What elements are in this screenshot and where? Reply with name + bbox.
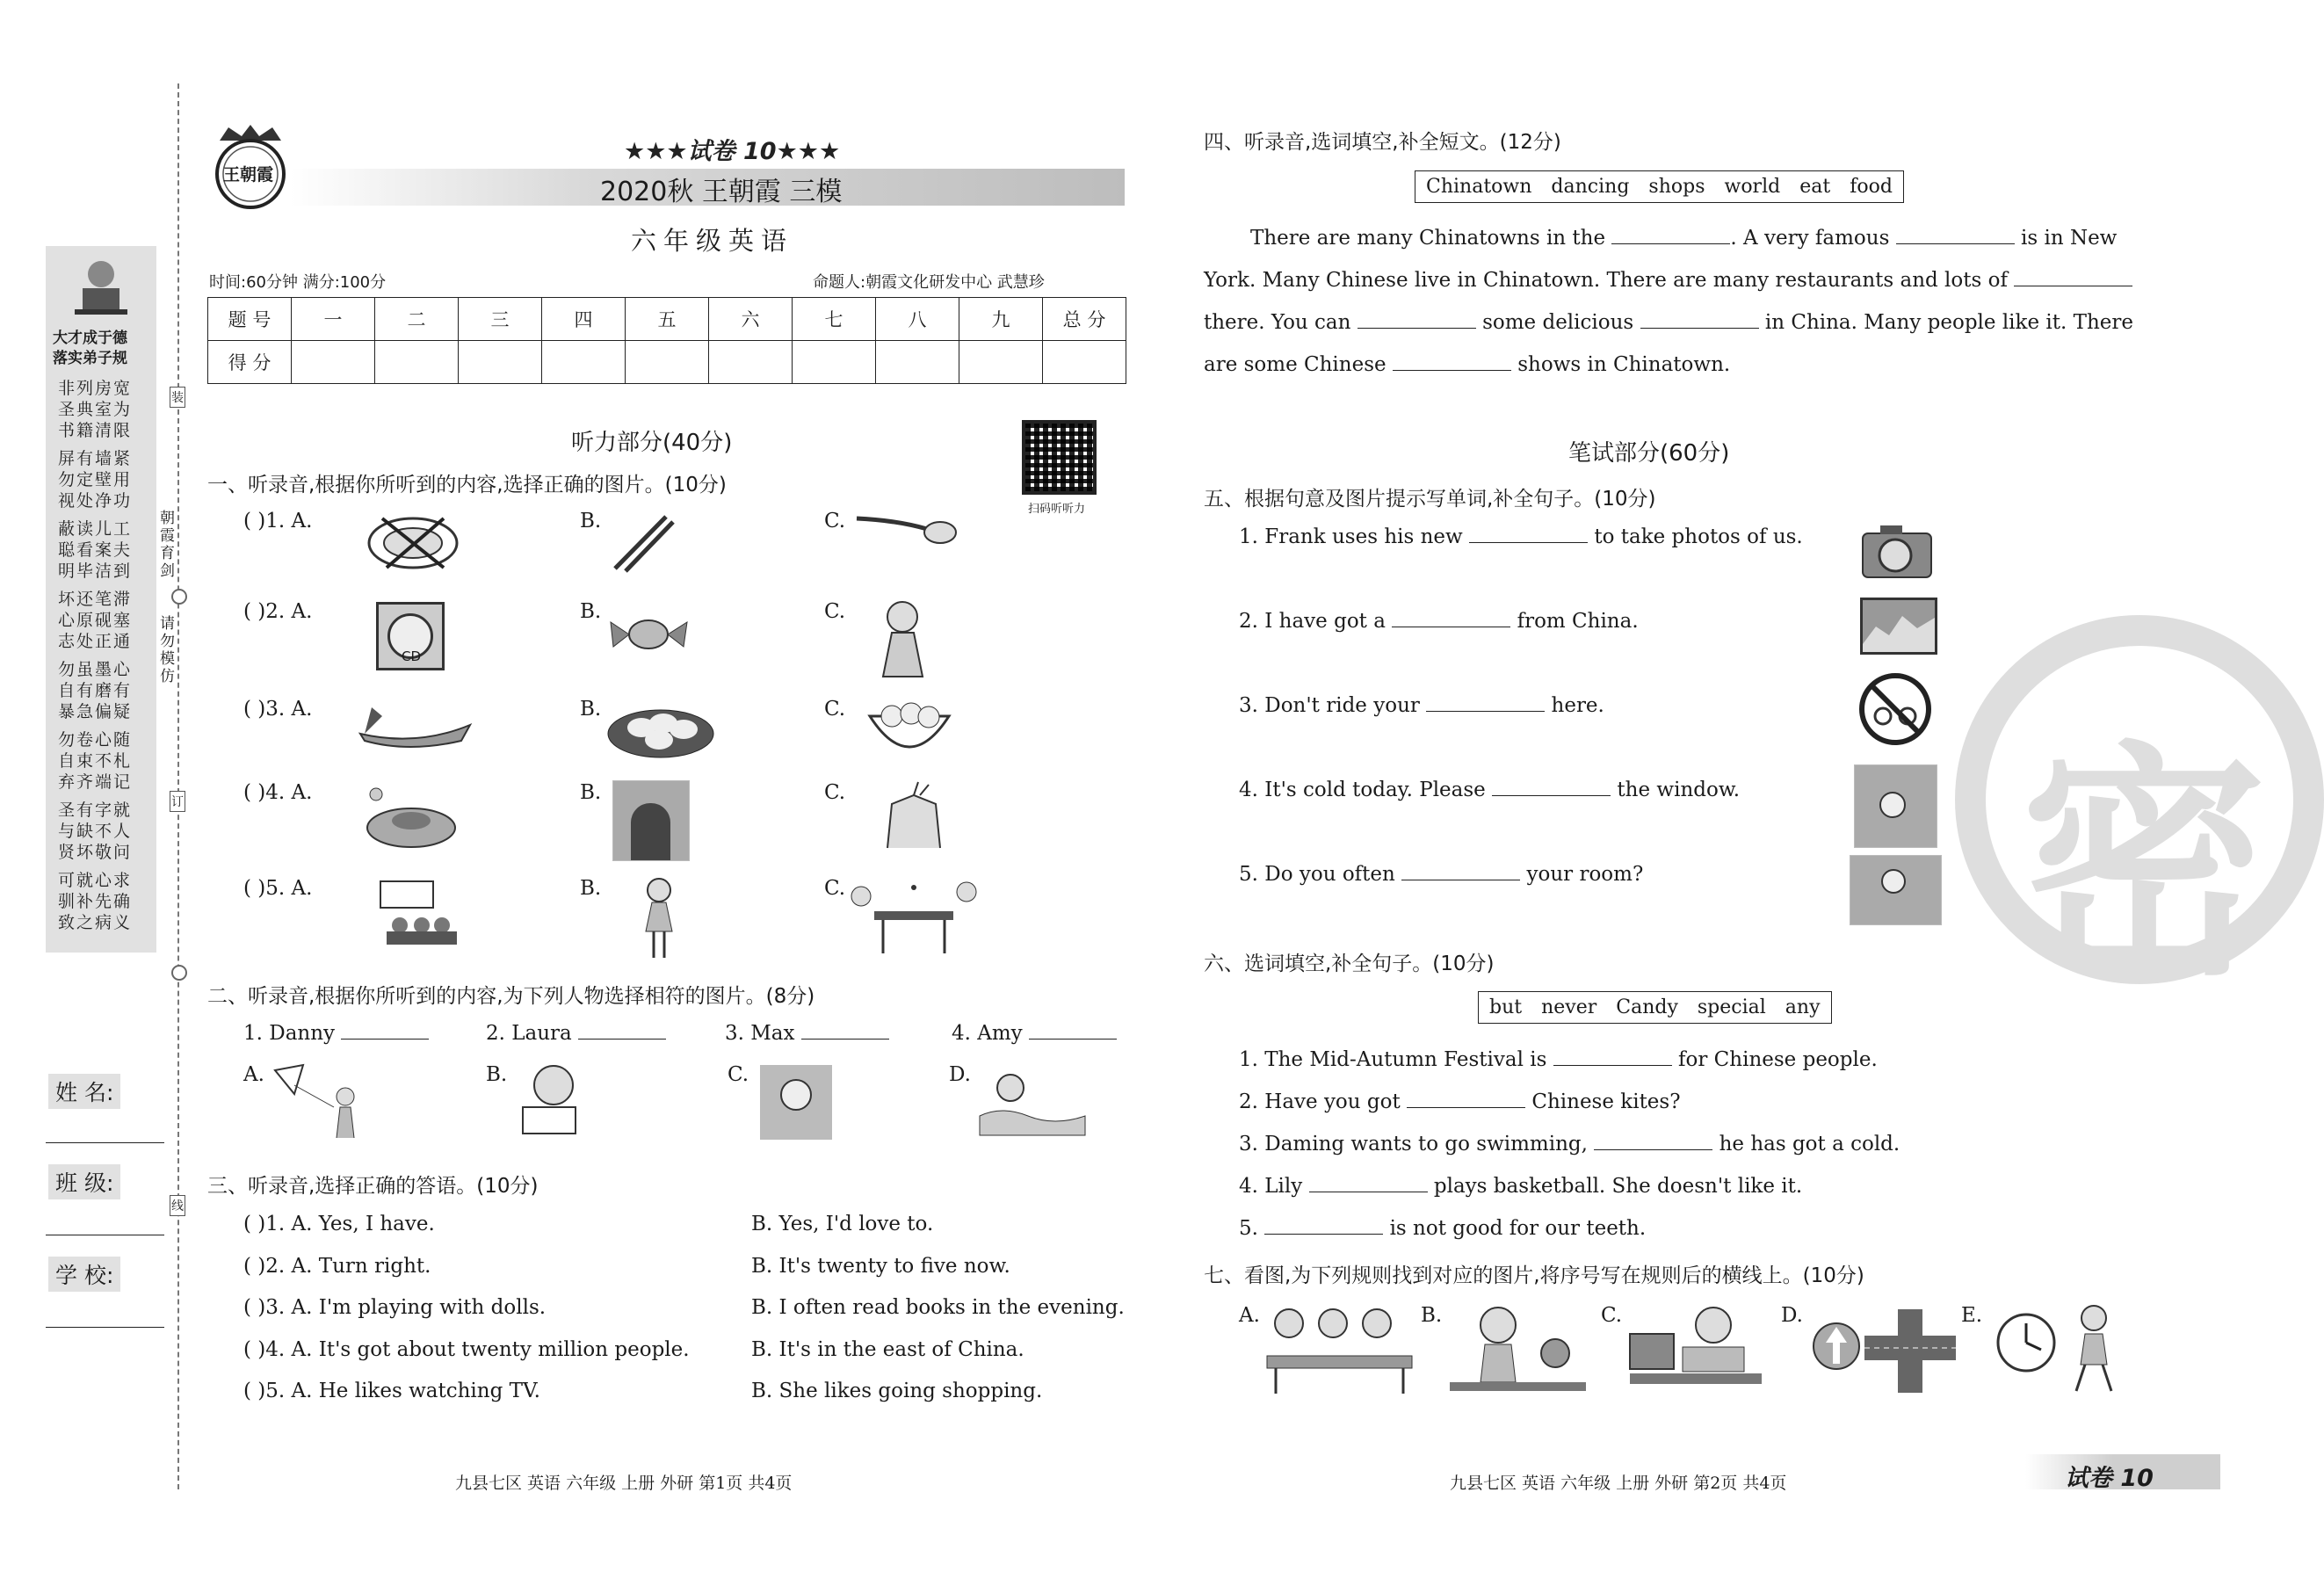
- blank[interactable]: [1393, 353, 1511, 371]
- left-strip: [46, 246, 156, 953]
- class-label: 班 级:: [48, 1164, 120, 1199]
- reading-boy-icon[interactable]: [510, 1059, 593, 1142]
- option-d: D.: [949, 1063, 971, 1086]
- binding-line: [177, 83, 179, 1489]
- tangyuan-bowl-icon[interactable]: [865, 694, 953, 760]
- cd-label: CD: [402, 648, 422, 664]
- sec2-title: 二、听录音,根据你所听到的内容,为下列人物选择相符的图片。(8分): [207, 985, 815, 1008]
- watermark-char: 密: [2021, 722, 2267, 1009]
- mooncake-icon[interactable]: [360, 782, 457, 852]
- table-tennis-icon[interactable]: [848, 874, 980, 958]
- tab-xian: 线: [170, 1195, 185, 1216]
- sec4-line-1: There are many Chinatowns in the . A very famous is in New: [1250, 227, 2118, 250]
- blank[interactable]: [1401, 863, 1520, 880]
- footer-page2: 九县七区 英语 六年级 上册 外研 第2页 共4页: [1450, 1474, 1787, 1493]
- tab-ding: 订: [170, 791, 185, 812]
- option-d: D.: [1781, 1304, 1803, 1327]
- blank[interactable]: [1553, 1048, 1672, 1066]
- sec1-q3[interactable]: ( )3. A.: [243, 698, 313, 721]
- sec5-q3: 3. Don't ride your here.: [1239, 694, 1604, 717]
- option-c: C.: [824, 781, 846, 804]
- author-info: 命题人:朝霞文化研发中心 武慧珍: [813, 273, 1045, 292]
- word: never: [1541, 996, 1597, 1018]
- footer-page1: 九县七区 英语 六年级 上册 外研 第1页 共4页: [455, 1474, 793, 1493]
- score-cell[interactable]: [793, 341, 876, 384]
- option-e: E.: [1961, 1304, 1983, 1327]
- sec3-q3-a[interactable]: ( )3. A. I'm playing with dolls.: [243, 1296, 547, 1319]
- word: special: [1697, 996, 1766, 1018]
- school-line[interactable]: [46, 1327, 164, 1328]
- exam-title: 2020秋 王朝霞 三模: [600, 177, 843, 207]
- word: world: [1724, 176, 1781, 198]
- score-cell[interactable]: [876, 341, 959, 384]
- sec6-q5: 5. is not good for our teeth.: [1239, 1217, 1647, 1240]
- vertical-note-1: 朝霞育剑: [160, 510, 175, 580]
- blank[interactable]: [1426, 694, 1545, 712]
- score-cell[interactable]: [1043, 341, 1126, 384]
- blank[interactable]: [1594, 1133, 1712, 1150]
- word: any: [1785, 996, 1821, 1018]
- score-header: 四: [542, 298, 626, 341]
- blank[interactable]: [1264, 1217, 1383, 1235]
- clock-running-boy-icon[interactable]: [1993, 1299, 2125, 1395]
- sec4-line-2: York. Many Chinese live in Chinatown. There are many restaurants and lots of: [1204, 269, 2132, 292]
- blank[interactable]: [1640, 311, 1759, 329]
- score-header: 九: [959, 298, 1043, 341]
- chopsticks-icon[interactable]: [606, 511, 677, 573]
- cd-icon[interactable]: [376, 602, 445, 670]
- qr-caption: 扫码听听力: [1028, 503, 1086, 516]
- score-header: 总 分: [1043, 298, 1126, 341]
- score-header: 一: [292, 298, 375, 341]
- close-window-icon[interactable]: [1854, 764, 1937, 848]
- sec3-q5-a[interactable]: ( )5. A. He likes watching TV.: [243, 1380, 540, 1402]
- score-row-label: 得 分: [208, 341, 292, 384]
- score-header: 七: [793, 298, 876, 341]
- option-c: C.: [1601, 1304, 1623, 1327]
- motto-2: 落实弟子规: [53, 350, 127, 367]
- time-info: 时间:60分钟 满分:100分: [209, 273, 387, 292]
- girl-icon[interactable]: [633, 874, 685, 962]
- office-desk-icon[interactable]: [1625, 1299, 1766, 1395]
- sec5-q5: 5. Do you often your room?: [1239, 863, 1644, 886]
- name-line[interactable]: [46, 1142, 164, 1143]
- qr-code-icon[interactable]: [1022, 420, 1097, 495]
- word: Chinatown: [1426, 176, 1532, 198]
- poem-block: 非列房宽 圣典室为 书籍清限 屏有墙紧 勿定壁用 视处净功 蔽读儿工 聪看案夫 明毕洁到 坏还笔滞 心原砚塞 志处正通 勿虽墨心 自有磨有 暴急偏疑 勿卷心随 自束不札 弃齐端记 圣有字就 与缺不人 贤坏敬问 可就心求 驯补先确 致之病义: [58, 379, 133, 932]
- sec7-title: 七、看图,为下列规则找到对应的图片,将序号写在规则后的横线上。(10分): [1204, 1264, 1864, 1287]
- word: Candy: [1616, 996, 1678, 1018]
- logo-text: 王朝霞: [223, 165, 274, 185]
- blank[interactable]: [1392, 610, 1510, 627]
- listening-title: 听力部分(40分): [571, 430, 733, 456]
- boy-with-globe-icon[interactable]: [1445, 1299, 1590, 1395]
- traffic-arrow-icon[interactable]: [1812, 1309, 1957, 1393]
- hole-icon: [171, 589, 187, 605]
- tab-zhuang: 装: [170, 387, 185, 408]
- cave-icon[interactable]: [612, 780, 690, 861]
- sec1-q2[interactable]: ( )2. A.: [243, 600, 313, 623]
- option-c: C.: [824, 698, 846, 721]
- score-cell[interactable]: [459, 341, 542, 384]
- person-1[interactable]: 1. Danny: [243, 1022, 429, 1045]
- sec3-q2-b: B. It's twenty to five now.: [751, 1255, 1010, 1278]
- blank[interactable]: [1357, 311, 1476, 329]
- option-c: C.: [728, 1063, 749, 1086]
- footer-tag: 试卷 10: [2065, 1465, 2154, 1492]
- option-b: B.: [580, 600, 602, 623]
- option-b: B.: [580, 510, 602, 532]
- sec3-q2-a[interactable]: ( )2. A. Turn right.: [243, 1255, 431, 1278]
- option-b: B.: [1421, 1304, 1443, 1327]
- blank[interactable]: [1492, 779, 1611, 796]
- score-header: 二: [375, 298, 459, 341]
- no-bike-sign-icon[interactable]: [1858, 672, 1933, 747]
- sec5-q2: 2. I have got a from China.: [1239, 610, 1639, 633]
- dumplings-icon[interactable]: [606, 694, 716, 760]
- score-cell[interactable]: [709, 341, 793, 384]
- option-a: A.: [243, 1063, 264, 1086]
- person-4[interactable]: 4. Amy: [952, 1022, 1117, 1045]
- sec1-q1[interactable]: ( )1. A.: [243, 510, 313, 532]
- word: food: [1850, 176, 1893, 198]
- sec1-q5[interactable]: ( )5. A.: [243, 877, 313, 900]
- sec3-q3-b: B. I often read books in the evening.: [751, 1296, 1125, 1319]
- sec3-q5-b: B. She likes going shopping.: [751, 1380, 1043, 1402]
- blank[interactable]: [1309, 1175, 1428, 1192]
- sec6-word-box: [1478, 991, 1832, 1024]
- sec6-q3: 3. Daming wants to go swimming, he has got a cold.: [1239, 1133, 1900, 1155]
- watermark-stamp: [1955, 615, 2324, 1009]
- sec3-q1-b: B. Yes, I'd love to.: [751, 1213, 934, 1235]
- score-header: 五: [626, 298, 709, 341]
- sec6-q4: 4. Lily plays basketball. She doesn't like it.: [1239, 1175, 1803, 1198]
- person-2[interactable]: 2. Laura: [486, 1022, 666, 1045]
- score-header: 六: [709, 298, 793, 341]
- doll-icon[interactable]: [870, 598, 936, 681]
- sec3-q4-b: B. It's in the east of China.: [751, 1338, 1024, 1361]
- classroom-icon[interactable]: [373, 877, 461, 947]
- option-b: B.: [580, 781, 602, 804]
- score-cell[interactable]: [292, 341, 375, 384]
- school-label: 学 校:: [48, 1257, 120, 1292]
- sec5-q4: 4. It's cold today. Please the window.: [1239, 779, 1741, 801]
- score-cell[interactable]: [626, 341, 709, 384]
- plate-fork-knife-icon[interactable]: [365, 511, 461, 573]
- sec6-title: 六、选词填空,补全句子。(10分): [1204, 953, 1495, 975]
- blank[interactable]: [1469, 525, 1588, 543]
- blank[interactable]: [1896, 227, 2015, 244]
- subject-title: 六年级英语: [631, 226, 794, 256]
- sec6-q2: 2. Have you got Chinese kites?: [1239, 1090, 1681, 1113]
- word: dancing: [1551, 176, 1630, 198]
- sec4-line-3: there. You can some delicious in China. Many people like it. There: [1204, 311, 2133, 334]
- score-table: [207, 297, 1126, 384]
- word: but: [1489, 996, 1523, 1018]
- candy-icon[interactable]: [606, 598, 690, 668]
- window-girl-icon[interactable]: [760, 1065, 832, 1140]
- sec4-word-box: [1415, 170, 1904, 203]
- option-c: C.: [824, 877, 846, 900]
- score-cell[interactable]: [375, 341, 459, 384]
- sec5-q1: 1. Frank uses his new to take photos of us.: [1239, 525, 1803, 548]
- blank[interactable]: [1407, 1090, 1525, 1108]
- person-3[interactable]: 3. Max: [725, 1022, 889, 1045]
- score-header: 题 号: [208, 298, 292, 341]
- spoon-icon[interactable]: [852, 510, 958, 554]
- sec1-title: 一、听录音,根据你所听到的内容,选择正确的图片。(10分): [207, 474, 727, 496]
- hole-icon: [171, 965, 187, 981]
- writing-title: 笔试部分(60分): [1568, 440, 1730, 467]
- option-c: C.: [824, 510, 846, 532]
- sec1-q4[interactable]: ( )4. A.: [243, 781, 313, 804]
- blank[interactable]: [2014, 269, 2132, 286]
- stamp-great-wall-icon[interactable]: [1860, 598, 1937, 655]
- sec4-line-4: are some Chinese shows in Chinatown.: [1204, 353, 1731, 376]
- clean-room-icon[interactable]: [1850, 855, 1942, 925]
- option-a: A.: [1239, 1304, 1260, 1327]
- word: eat: [1799, 176, 1831, 198]
- score-cell[interactable]: [959, 341, 1043, 384]
- score-cell[interactable]: [542, 341, 626, 384]
- dragon-boat-icon[interactable]: [356, 699, 474, 751]
- logo: [211, 123, 290, 211]
- exam-number: ★★★试卷 10★★★: [624, 138, 841, 165]
- option-b: B.: [580, 698, 602, 721]
- sec3-q4-a[interactable]: ( )4. A. It's got about twenty million people.: [243, 1338, 690, 1361]
- sec3-q1-a[interactable]: ( )1. A. Yes, I have.: [243, 1213, 435, 1235]
- sec3-title: 三、听录音,选择正确的答语。(10分): [207, 1175, 539, 1198]
- score-header: 八: [876, 298, 959, 341]
- word: shops: [1648, 176, 1705, 198]
- sec6-q1: 1. The Mid-Autumn Festival is for Chinese people.: [1239, 1048, 1878, 1071]
- classroom-kids-icon[interactable]: [1263, 1299, 1416, 1395]
- goat-icon[interactable]: [865, 778, 953, 857]
- option-b: B.: [486, 1063, 508, 1086]
- camera-icon[interactable]: [1858, 520, 1937, 582]
- swimming-boy-icon[interactable]: [975, 1063, 1090, 1138]
- vertical-note-2: 请勿模仿: [160, 615, 175, 685]
- name-label: 姓 名:: [48, 1074, 120, 1109]
- scholar-icon: [70, 255, 132, 325]
- sec4-title: 四、听录音,选词填空,补全短文。(12分): [1204, 131, 1561, 154]
- score-header: 三: [459, 298, 542, 341]
- blank[interactable]: [1611, 227, 1730, 244]
- sec5-title: 五、根据句意及图片提示写单词,补全句子。(10分): [1204, 488, 1656, 511]
- option-b: B.: [580, 877, 602, 900]
- motto-1: 大才成于德: [53, 330, 127, 347]
- kite-girl-icon[interactable]: [268, 1063, 365, 1142]
- option-c: C.: [824, 600, 846, 623]
